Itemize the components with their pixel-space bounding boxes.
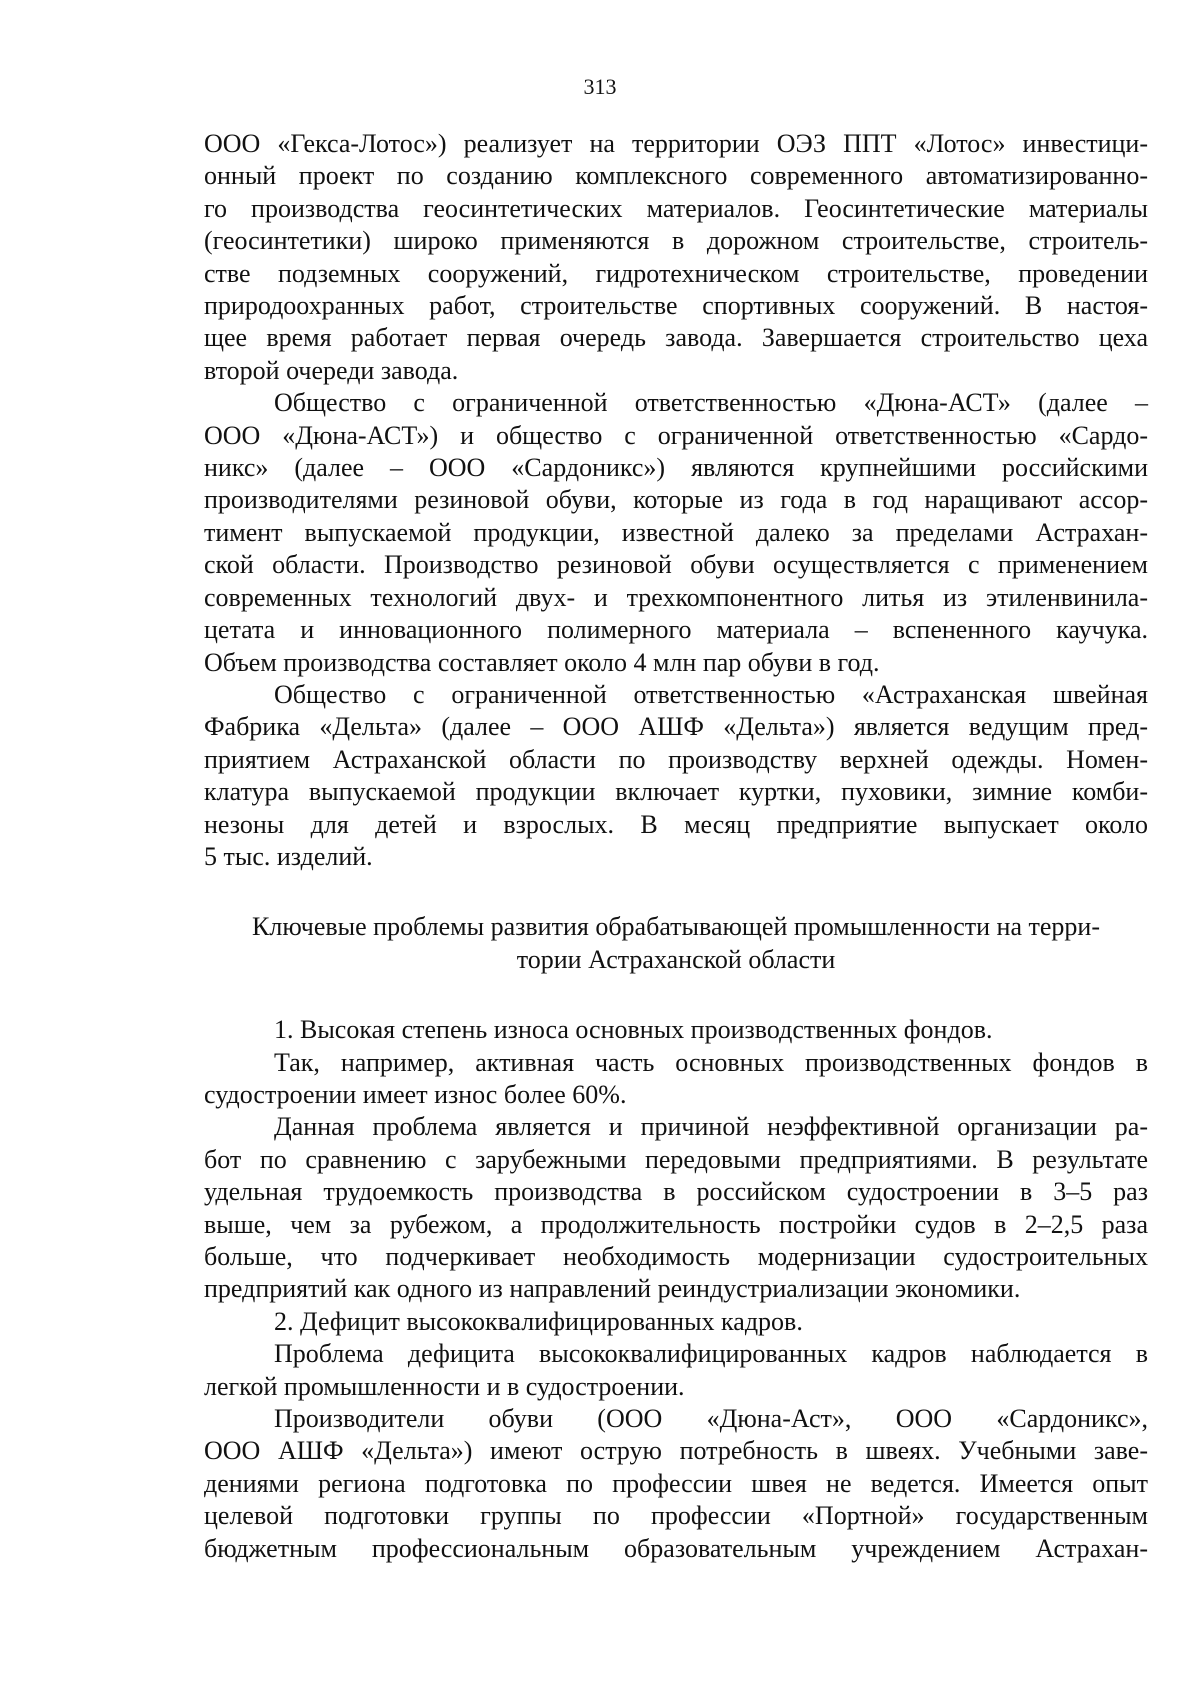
text-line: ООО АШФ «Дельта») имеют острую потребность в швеях. Учебными заве-	[204, 1436, 1148, 1466]
paragraph-item-1	[204, 1014, 1148, 1046]
text-line: 2. Дефицит высококвалифицированных кадров.	[274, 1306, 803, 1336]
text-line: Производители обуви (ООО «Дюна-Аст», ООО «Сардоникс»,	[274, 1404, 1148, 1434]
text-line: стве подземных сооружений, гидротехническом строительстве, проведении	[204, 258, 1148, 288]
body-text	[204, 128, 1148, 1565]
paragraph-shoe-producers	[204, 1403, 1148, 1565]
text-line: 5 тыс. изделий.	[204, 841, 373, 871]
text-line: Общество с ограниченной ответственностью «Астраханская швейная	[274, 679, 1148, 709]
text-line: 1. Высокая степень износа основных производственных фондов.	[274, 1015, 993, 1045]
text-line: цетата и инновационного полимерного материала – вспененного каучука.	[204, 615, 1148, 645]
text-line: Так, например, активная часть основных производственных фондов в	[274, 1047, 1148, 1077]
text-line: целевой подготовки группы по профессии «Портной» государственным	[204, 1501, 1148, 1531]
text-line: (геосинтетики) широко применяются в дорожном строительстве, строитель-	[204, 226, 1148, 256]
text-line: бюджетным профессиональным образовательным учреждением Астрахан-	[204, 1533, 1148, 1563]
text-line: Проблема дефицита высококвалифицированных кадров наблюдается в	[274, 1339, 1148, 1369]
paragraph-delta	[204, 679, 1148, 873]
text-line: дениями региона подготовка по профессии швея не ведется. Имеется опыт	[204, 1468, 1148, 1498]
text-line: незоны для детей и взрослых. В месяц предприятие выпускает около	[204, 809, 1148, 839]
heading-line: Ключевые проблемы развития обрабатывающей промышленности на терри-	[252, 912, 1100, 942]
paragraph-shipbuilding-wear	[204, 1047, 1148, 1112]
text-line: предприятий как одного из направлений реиндустриализации экономики.	[204, 1274, 1021, 1304]
text-line: ООО «Гекса-Лотос») реализует на территории ОЭЗ ППТ «Лотос» инвестици-	[204, 129, 1148, 158]
paragraph-inefficiency	[204, 1111, 1148, 1305]
paragraph-item-2	[204, 1306, 1148, 1338]
text-line: легкой промышленности и в судостроении.	[204, 1371, 685, 1401]
text-line: никс» (далее – ООО «Сардоникс») являются крупнейшими российскими	[204, 453, 1148, 483]
text-line: клатура выпускаемой продукции включает куртки, пуховики, зимние комби-	[204, 777, 1148, 807]
text-line: природоохранных работ, строительстве спортивных сооружений. В настоя-	[204, 291, 1148, 321]
text-line: Фабрика «Дельта» (далее – ООО АШФ «Дельта») является ведущим пред-	[204, 712, 1148, 742]
paragraph-staff-deficit	[204, 1338, 1148, 1403]
text-line: ской области. Производство резиновой обуви осуществляется с применением	[204, 550, 1148, 580]
text-line: приятием Астраханской области по производству верхней одежды. Номен-	[204, 744, 1148, 774]
text-line: удельная трудоемкость производства в российском судостроении в 3–5 раз	[204, 1177, 1148, 1207]
text-line: современных технологий двух- и трехкомпонентного литья из этиленвинила-	[204, 582, 1148, 612]
paragraph-duna-ast	[204, 387, 1148, 679]
heading-line: тории Астраханской области	[516, 944, 836, 974]
text-line: производителями резиновой обуви, которые из года в год наращивают ассор-	[204, 485, 1148, 515]
section-heading	[204, 911, 1148, 976]
text-line: Объем производства составляет около 4 млн пар обуви в год.	[204, 647, 880, 677]
page-number: 313	[583, 74, 617, 99]
text-line: тимент выпускаемой продукции, известной далеко за пределами Астрахан-	[204, 517, 1148, 547]
text-line: больше, что подчеркивает необходимость модернизации судостроительных	[204, 1242, 1148, 1271]
text-line: Данная проблема является и причиной неэффективной организации ра-	[274, 1112, 1148, 1142]
text-line: щее время работает первая очередь завода. Завершается строительство цеха	[204, 323, 1148, 353]
text-line: бот по сравнению с зарубежными передовыми предприятиями. В результате	[204, 1144, 1148, 1174]
text-line: второй очереди завода.	[204, 355, 459, 385]
paragraph-hexa-lotos	[204, 128, 1148, 387]
text-line: го производства геосинтетических материалов. Геосинтетические материалы	[204, 193, 1148, 223]
text-line: Общество с ограниченной ответственностью «Дюна-АСТ» (далее –	[274, 388, 1148, 418]
text-line: судостроении имеет износ более 60%.	[204, 1079, 627, 1109]
text-line: выше, чем за рубежом, а продолжительность постройки судов в 2–2,5 раза	[204, 1209, 1148, 1239]
text-line: ООО «Дюна-АСТ») и общество с ограниченной ответственностью «Сардо-	[204, 420, 1148, 450]
text-line: онный проект по созданию комплексного современного автоматизированно-	[204, 161, 1148, 191]
